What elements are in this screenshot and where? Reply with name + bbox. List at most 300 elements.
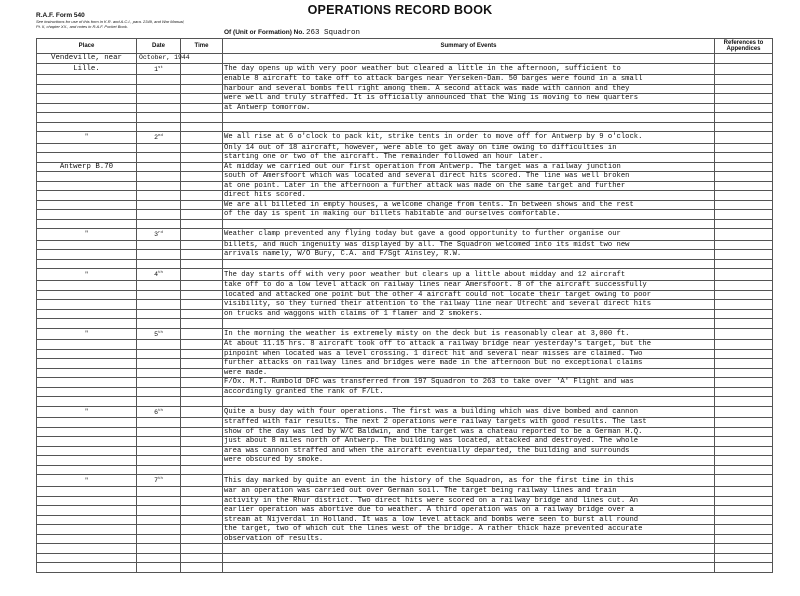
date-cell	[137, 219, 181, 229]
table-row	[37, 544, 773, 554]
time-cell	[181, 132, 223, 144]
time-cell	[181, 378, 223, 388]
summary-cell: area was cannon straffed and when the aircraft eventually departed, the building and surrounds	[223, 446, 715, 456]
summary-cell: starting one or two of the aircraft. The remainder followed an hour later.	[223, 153, 715, 163]
time-cell	[181, 340, 223, 350]
table-row	[37, 465, 773, 475]
place-cell	[37, 143, 137, 153]
table-row	[37, 397, 773, 407]
table-row	[37, 487, 773, 497]
date-cell	[137, 418, 181, 428]
references-cell	[715, 132, 773, 144]
time-cell	[181, 153, 223, 163]
references-cell	[715, 84, 773, 94]
summary-cell	[223, 259, 715, 269]
place-cell	[37, 319, 137, 329]
time-cell	[181, 172, 223, 182]
summary-cell: Weather clamp prevented any flying today but gave a good opportunity to further organise our	[223, 229, 715, 241]
time-cell	[181, 406, 223, 418]
time-cell	[181, 259, 223, 269]
references-cell	[715, 103, 773, 113]
date-cell	[137, 340, 181, 350]
summary-cell: observation of results.	[223, 534, 715, 544]
references-cell	[715, 181, 773, 191]
table-row	[37, 200, 773, 210]
date-cell	[137, 368, 181, 378]
time-cell	[181, 210, 223, 220]
time-cell	[181, 328, 223, 340]
summary-cell: Quite a busy day with four operations. The first was a building which was dive bombed and cannon	[223, 406, 715, 418]
date-cell	[137, 496, 181, 506]
date-cell	[137, 534, 181, 544]
table-row	[37, 219, 773, 229]
place-cell	[37, 397, 137, 407]
references-cell	[715, 94, 773, 104]
time-cell	[181, 103, 223, 113]
table-row	[37, 172, 773, 182]
date-cell	[137, 181, 181, 191]
place-cell	[37, 75, 137, 85]
time-cell	[181, 229, 223, 241]
summary-cell: the target, two of which cut the lines west of the bridge. A rather thick haze prevented accurate	[223, 525, 715, 535]
date-cell	[137, 191, 181, 201]
place-cell	[37, 113, 137, 123]
references-cell	[715, 300, 773, 310]
summary-cell: harbour and several bombs fell right among them. A second attack was made with cannon and they	[223, 84, 715, 94]
place-cell	[37, 487, 137, 497]
date-cell	[137, 437, 181, 447]
place-cell	[37, 281, 137, 291]
date-cell	[137, 300, 181, 310]
table-row	[37, 418, 773, 428]
references-cell	[715, 563, 773, 573]
place-cell	[37, 300, 137, 310]
time-cell	[181, 219, 223, 229]
references-cell	[715, 406, 773, 418]
time-cell	[181, 191, 223, 201]
date-cell	[137, 553, 181, 563]
references-cell	[715, 162, 773, 172]
references-cell	[715, 250, 773, 260]
table-row	[37, 340, 773, 350]
place-cell	[37, 172, 137, 182]
references-cell	[715, 153, 773, 163]
time-cell	[181, 387, 223, 397]
place-cell	[37, 378, 137, 388]
summary-cell: At midday we carried out our first operation from Antwerp. The target was a railway junction	[223, 162, 715, 172]
date-cell	[137, 162, 181, 172]
time-cell	[181, 534, 223, 544]
place-cell: "	[37, 269, 137, 281]
page-title: OPERATIONS RECORD BOOK	[307, 3, 493, 17]
summary-cell: enable 8 aircraft to take off to attack barges near Yerseken-Dam. 50 barges were found in a small	[223, 75, 715, 85]
place-cell	[37, 153, 137, 163]
table-row	[37, 456, 773, 466]
place-cell: "	[37, 475, 137, 487]
references-cell	[715, 210, 773, 220]
date-cell	[137, 544, 181, 554]
time-cell	[181, 359, 223, 369]
time-cell	[181, 563, 223, 573]
date-cell	[137, 427, 181, 437]
references-cell	[715, 259, 773, 269]
references-cell	[715, 446, 773, 456]
table-row	[37, 553, 773, 563]
summary-cell: straffed with fair results. The next 2 operations were railway targets with good results. The last	[223, 418, 715, 428]
references-cell	[715, 269, 773, 281]
references-cell	[715, 349, 773, 359]
table-row	[37, 63, 773, 75]
summary-cell	[223, 465, 715, 475]
place-cell	[37, 200, 137, 210]
time-cell	[181, 487, 223, 497]
references-cell	[715, 319, 773, 329]
time-cell	[181, 437, 223, 447]
time-cell	[181, 465, 223, 475]
date-cell	[137, 465, 181, 475]
time-cell	[181, 240, 223, 250]
place-cell	[37, 191, 137, 201]
table-row	[37, 122, 773, 132]
summary-cell: at Antwerp tomorrow.	[223, 103, 715, 113]
date-cell	[137, 506, 181, 516]
date-cell	[137, 122, 181, 132]
summary-cell: were obscured by smoke.	[223, 456, 715, 466]
place-cell: Lille.	[37, 63, 137, 75]
time-cell	[181, 456, 223, 466]
summary-cell: We are all billeted in empty houses, a welcome change from tents. In between shows and the rest	[223, 200, 715, 210]
table-row	[37, 378, 773, 388]
date-cell	[137, 153, 181, 163]
date-cell: 1st	[137, 63, 181, 75]
date-cell	[137, 397, 181, 407]
table-row	[37, 475, 773, 487]
form-instructions: See instructions for use of this form in K.R. and A.C.I., para. 2349, and War Manual, Pt. II, chapter XX., and notes in R.A.F. Pocket Book.	[36, 19, 185, 29]
time-cell	[181, 446, 223, 456]
summary-cell	[223, 219, 715, 229]
record-table	[36, 38, 773, 573]
place-cell	[37, 181, 137, 191]
references-cell	[715, 534, 773, 544]
summary-cell: on trucks and waggons with claims of 1 flamer and 2 smokers.	[223, 309, 715, 319]
references-cell	[715, 143, 773, 153]
references-cell	[715, 113, 773, 123]
summary-cell: south of Amersfoort which was located and several direct hits scored. The line was well broken	[223, 172, 715, 182]
date-cell	[137, 103, 181, 113]
ordinal-suffix: st	[158, 65, 163, 70]
place-cell	[37, 387, 137, 397]
ordinal-suffix: th	[158, 330, 163, 335]
place-cell	[37, 94, 137, 104]
time-cell	[181, 281, 223, 291]
place-cell	[37, 456, 137, 466]
references-cell	[715, 122, 773, 132]
date-cell: 7th	[137, 475, 181, 487]
time-cell	[181, 250, 223, 260]
table-row	[37, 94, 773, 104]
place-cell	[37, 259, 137, 269]
summary-cell: Only 14 out of 18 aircraft, however, were able to get away on time owing to difficulties in	[223, 143, 715, 153]
table-row	[37, 368, 773, 378]
col-header-summary: Summary of Events	[223, 39, 715, 54]
date-cell	[137, 309, 181, 319]
summary-cell	[223, 553, 715, 563]
place-cell	[37, 349, 137, 359]
references-cell	[715, 506, 773, 516]
table-row	[37, 506, 773, 516]
time-cell	[181, 269, 223, 281]
date-cell	[137, 290, 181, 300]
table-row	[37, 153, 773, 163]
time-cell	[181, 349, 223, 359]
time-cell	[181, 143, 223, 153]
time-cell	[181, 427, 223, 437]
references-cell	[715, 456, 773, 466]
summary-cell: show of the day was led by W/C Baldwin, and the target was a chateau reported to be a German H.Q.	[223, 427, 715, 437]
summary-cell: billets, and much ingenuity was displayed by all. The Squadron welcomed into its midst two new	[223, 240, 715, 250]
date-cell	[137, 250, 181, 260]
time-cell	[181, 496, 223, 506]
time-cell	[181, 475, 223, 487]
date-cell	[137, 281, 181, 291]
table-row	[37, 84, 773, 94]
place-cell	[37, 544, 137, 554]
date-cell	[137, 359, 181, 369]
time-cell	[181, 515, 223, 525]
place-cell	[37, 515, 137, 525]
references-cell	[715, 309, 773, 319]
summary-cell	[223, 54, 715, 64]
summary-cell: We all rise at 6 o'clock to pack kit, strike tents in order to move off for Antwerp by 9 o'clock.	[223, 132, 715, 144]
time-cell	[181, 113, 223, 123]
place-cell	[37, 309, 137, 319]
references-cell	[715, 525, 773, 535]
summary-cell	[223, 122, 715, 132]
ordinal-suffix: th	[158, 408, 163, 413]
references-cell	[715, 465, 773, 475]
place-cell	[37, 359, 137, 369]
place-cell	[37, 368, 137, 378]
date-cell	[137, 378, 181, 388]
date-cell	[137, 200, 181, 210]
date-cell	[137, 84, 181, 94]
references-cell	[715, 340, 773, 350]
table-row	[37, 259, 773, 269]
place-cell	[37, 525, 137, 535]
summary-cell	[223, 319, 715, 329]
time-cell	[181, 75, 223, 85]
place-cell: "	[37, 132, 137, 144]
place-cell	[37, 534, 137, 544]
table-row	[37, 446, 773, 456]
table-row	[37, 181, 773, 191]
references-cell	[715, 63, 773, 75]
date-cell: 2nd	[137, 132, 181, 144]
date-cell	[137, 143, 181, 153]
references-cell	[715, 281, 773, 291]
unit-line	[224, 29, 360, 37]
place-cell	[37, 437, 137, 447]
references-cell	[715, 75, 773, 85]
place-cell	[37, 210, 137, 220]
ordinal-suffix: nd	[158, 134, 163, 139]
date-cell	[137, 75, 181, 85]
summary-cell: were made.	[223, 368, 715, 378]
table-row	[37, 427, 773, 437]
summary-cell: just about 8 miles north of Antwerp. The building was located, attacked and destroyed. The whole	[223, 437, 715, 447]
table-row	[37, 359, 773, 369]
table-row	[37, 54, 773, 64]
time-cell	[181, 122, 223, 132]
date-cell: 5th	[137, 328, 181, 340]
references-cell	[715, 172, 773, 182]
time-cell	[181, 309, 223, 319]
references-cell	[715, 191, 773, 201]
time-cell	[181, 418, 223, 428]
table-body	[37, 54, 773, 573]
place-cell	[37, 418, 137, 428]
summary-cell: visibility, so they turned their attention to the railway line near Utrecht and several direct hits	[223, 300, 715, 310]
references-cell	[715, 219, 773, 229]
table-row	[37, 103, 773, 113]
summary-cell: accordingly granted the rank of F/Lt.	[223, 387, 715, 397]
date-cell: 4th	[137, 269, 181, 281]
unit-label: Of (Unit or Formation) No.	[224, 29, 305, 36]
references-cell	[715, 368, 773, 378]
place-cell	[37, 506, 137, 516]
date-cell: 6th	[137, 406, 181, 418]
summary-cell: F/Ox. M.T. Rumbold DFC was transferred from 197 Squadron to 263 to take over 'A' Flight and was	[223, 378, 715, 388]
summary-cell: The day opens up with very poor weather but cleared a little in the afternoon, sufficient to	[223, 63, 715, 75]
place-cell	[37, 465, 137, 475]
references-cell	[715, 359, 773, 369]
table-row	[37, 437, 773, 447]
summary-cell	[223, 113, 715, 123]
date-cell	[137, 210, 181, 220]
date-cell	[137, 113, 181, 123]
date-cell	[137, 563, 181, 573]
summary-cell	[223, 544, 715, 554]
references-cell	[715, 427, 773, 437]
date-cell	[137, 259, 181, 269]
references-cell	[715, 496, 773, 506]
summary-cell: further attacks on railway lines and bridges were made in the afternoon but no exceptional claims	[223, 359, 715, 369]
place-cell	[37, 446, 137, 456]
references-cell	[715, 229, 773, 241]
table-row	[37, 328, 773, 340]
summary-cell	[223, 563, 715, 573]
table-row	[37, 563, 773, 573]
references-cell	[715, 378, 773, 388]
place-cell: Antwerp B.70	[37, 162, 137, 172]
table-row	[37, 319, 773, 329]
col-header-place: Place	[37, 39, 137, 54]
date-cell: October, 1944	[137, 54, 181, 64]
form-number: R.A.F. Form 540	[36, 12, 85, 19]
place-cell	[37, 250, 137, 260]
date-cell	[137, 172, 181, 182]
references-cell	[715, 328, 773, 340]
table-row	[37, 75, 773, 85]
table-row	[37, 132, 773, 144]
place-cell	[37, 290, 137, 300]
references-cell	[715, 553, 773, 563]
place-cell	[37, 496, 137, 506]
place-cell	[37, 340, 137, 350]
place-cell	[37, 84, 137, 94]
date-cell	[137, 525, 181, 535]
place-cell	[37, 563, 137, 573]
summary-cell: at one point. Later in the afternoon a further attack was made on the same target and further	[223, 181, 715, 191]
references-cell	[715, 487, 773, 497]
table-row	[37, 290, 773, 300]
time-cell	[181, 300, 223, 310]
date-cell	[137, 94, 181, 104]
time-cell	[181, 84, 223, 94]
summary-cell: earlier operation was abortive due to weather. A third operation was on a railway bridge over a	[223, 506, 715, 516]
summary-cell: This day marked by quite an event in the history of the Squadron, as for the first time in this	[223, 475, 715, 487]
summary-cell: arrivals namely, W/O Bury, C.A. and F/Sgt Ainsley, R.W.	[223, 250, 715, 260]
date-cell: 3rd	[137, 229, 181, 241]
references-cell	[715, 290, 773, 300]
summary-cell: The day starts off with very poor weather but clears up a little about midday and 12 aircraft	[223, 269, 715, 281]
summary-cell: direct hits scored.	[223, 191, 715, 201]
summary-cell	[223, 397, 715, 407]
date-cell	[137, 240, 181, 250]
table-row	[37, 113, 773, 123]
table-row	[37, 349, 773, 359]
references-cell	[715, 475, 773, 487]
summary-cell: war an operation was carried out over German soil. The target being railway lines and train	[223, 487, 715, 497]
references-cell	[715, 240, 773, 250]
col-header-time: Time	[181, 39, 223, 54]
time-cell	[181, 525, 223, 535]
time-cell	[181, 319, 223, 329]
ordinal-suffix: th	[158, 477, 163, 482]
time-cell	[181, 181, 223, 191]
date-cell	[137, 446, 181, 456]
date-cell	[137, 456, 181, 466]
references-cell	[715, 54, 773, 64]
time-cell	[181, 368, 223, 378]
table-row	[37, 525, 773, 535]
references-cell	[715, 515, 773, 525]
table-row	[37, 281, 773, 291]
time-cell	[181, 290, 223, 300]
references-cell	[715, 418, 773, 428]
time-cell	[181, 544, 223, 554]
date-cell	[137, 515, 181, 525]
time-cell	[181, 506, 223, 516]
summary-cell: of the day is spent in making our billets habitable and ourselves comfortable.	[223, 210, 715, 220]
date-cell	[137, 387, 181, 397]
summary-cell: located and attacked one point but the other 4 aircraft could not locate their target owing to poor	[223, 290, 715, 300]
date-cell	[137, 487, 181, 497]
place-cell: "	[37, 229, 137, 241]
summary-cell: At about 11.15 hrs. 8 aircraft took off to attack a railway bridge near yesterday's target, but the	[223, 340, 715, 350]
place-cell: Vendeville, near	[37, 54, 137, 64]
references-cell	[715, 544, 773, 554]
date-cell	[137, 319, 181, 329]
time-cell	[181, 94, 223, 104]
table-row	[37, 229, 773, 241]
summary-cell: take off to do a low level attack on railway lines near Amersfoort. 8 of the aircraft successfully	[223, 281, 715, 291]
time-cell	[181, 397, 223, 407]
table-row	[37, 269, 773, 281]
references-cell	[715, 200, 773, 210]
summary-cell: activity in the Rhur district. Two direct hits were scored on a railway bridge and lines cut. An	[223, 496, 715, 506]
table-row	[37, 240, 773, 250]
